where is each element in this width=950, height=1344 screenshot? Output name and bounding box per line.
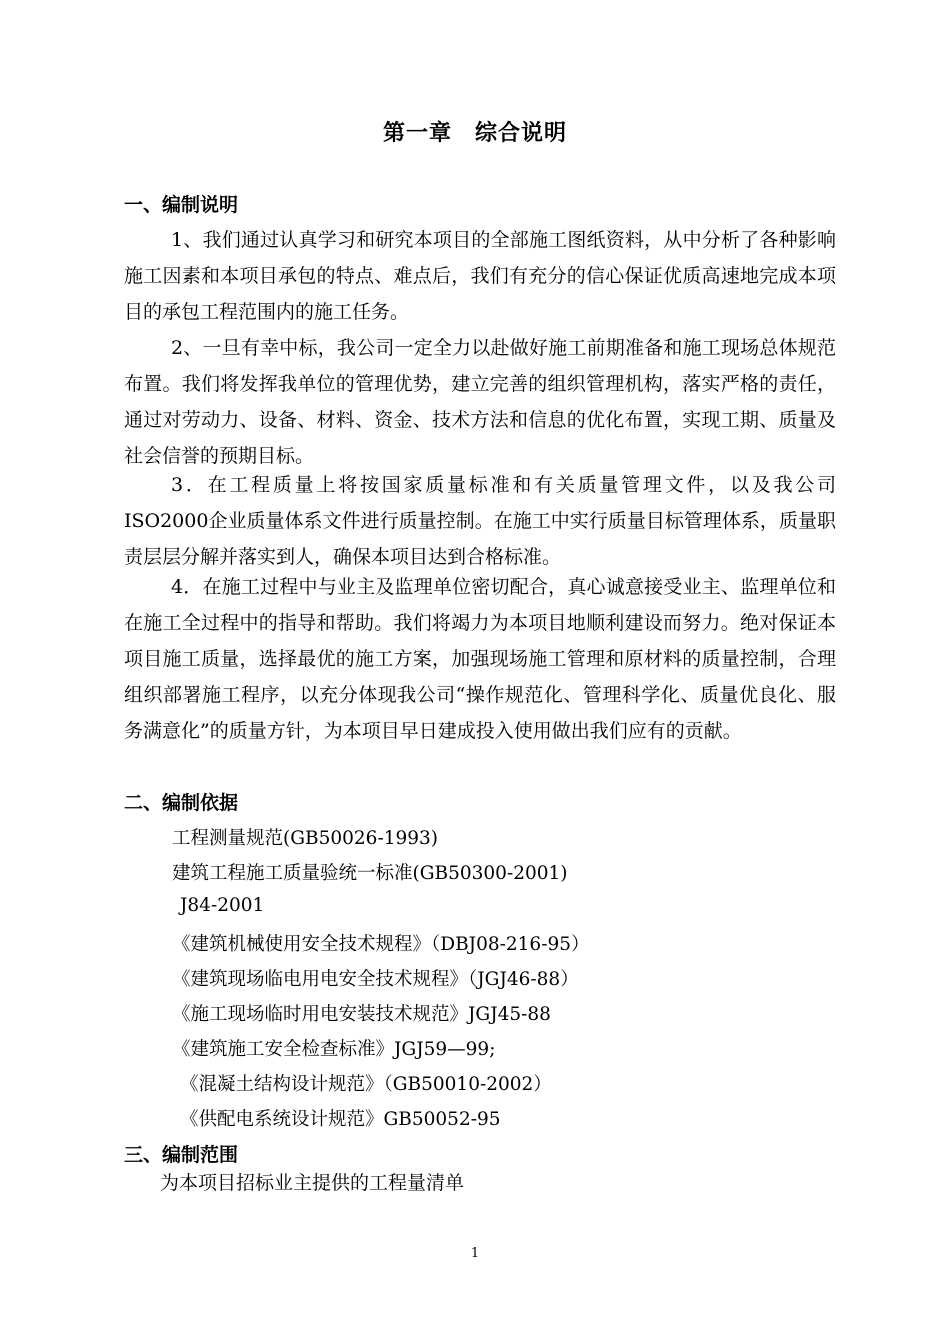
chapter-title: 第一章 综合说明 bbox=[382, 121, 567, 146]
reference-item: 《建筑现场临电用电安全技术规程》（JGJ46-88） bbox=[172, 969, 579, 990]
reference-item: 工程测量规范(GB50026-1993) bbox=[172, 828, 438, 849]
section-heading-compilation-notes: 一、编制说明 bbox=[124, 194, 239, 216]
paragraph-3: 3．在工程质量上将按国家质量标准和有关质量管理文件，以及我公司ISO2000企业质量体系文件进行质量控制。在施工中实行质量目标管理体系，质量职责层层分解并落实到人，确保本项目达到合格标准。 bbox=[124, 474, 836, 568]
reference-item: 《建筑机械使用安全技术规程》（DBJ08-216-95） bbox=[172, 934, 590, 955]
reference-item: 《施工现场临时用电安装技术规范》JGJ45-88 bbox=[172, 1004, 551, 1025]
section-heading-compilation-basis: 二、编制依据 bbox=[124, 792, 239, 814]
reference-item: 建筑工程施工质量验统一标准(GB50300-2001) bbox=[172, 863, 568, 884]
paragraph-2: 2、一旦有幸中标，我公司一定全力以赴做好施工前期准备和施工现场总体规范布置。我们将发挥我单位的管理优势，建立完善的组织管理机构，落实严格的责任，通过对劳动力、设备、材料、资金、技术方法和信息的优化布置，实现工期、质量及社会信誉的预期目标。 bbox=[124, 337, 836, 467]
section-heading-compilation-scope: 三、编制范围 bbox=[124, 1144, 239, 1166]
reference-item: 《供配电系统设计规范》GB50052-95 bbox=[180, 1109, 501, 1130]
reference-item: J84-2001 bbox=[180, 895, 265, 916]
page-number: 1 bbox=[470, 1246, 480, 1261]
scope-text: 为本项目招标业主提供的工程量清单 bbox=[160, 1172, 465, 1194]
paragraph-4: 4．在施工过程中与业主及监理单位密切配合，真心诚意接受业主、监理单位和在施工全过程中的指导和帮助。我们将竭力为本项目地顺利建设而努力。绝对保证本项目施工质量，选择最优的施工方案，加强现场施工管理和原材料的质量控制，合理组织部署施工程序，以充分体现我公司“操作规范化、管理科学化、质量优良化、服务满意化”的质量方针，为本项目早日建成投入使用做出我们应有的贡献。 bbox=[124, 576, 836, 742]
paragraph-1: 1、我们通过认真学习和研究本项目的全部施工图纸资料，从中分析了各种影响施工因素和本项目承包的特点、难点后，我们有充分的信心保证优质高速地完成本项目的承包工程范围内的施工任务。 bbox=[124, 229, 836, 323]
reference-item: 《建筑施工安全检查标准》JGJ59—99; bbox=[172, 1039, 496, 1060]
reference-item: 《混凝土结构设计规范》（GB50010-2002） bbox=[180, 1074, 552, 1095]
